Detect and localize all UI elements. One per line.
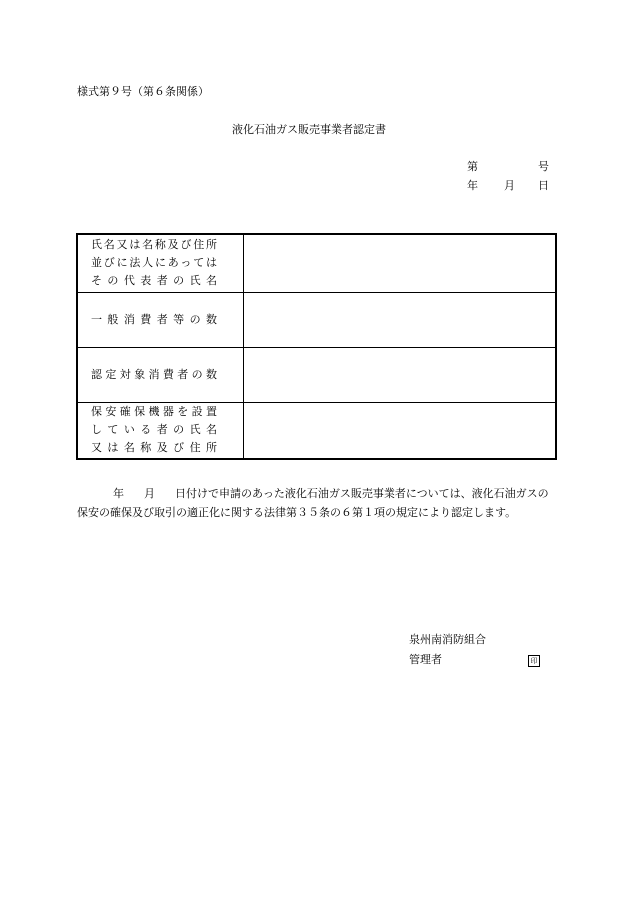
- label-line: 並びに法人にあっては: [91, 256, 217, 270]
- doc-number-prefix: 第: [467, 160, 478, 173]
- row-value-name-address[interactable]: [244, 234, 557, 292]
- row-value-consumer-count[interactable]: [244, 292, 557, 347]
- table-row: [77, 234, 556, 292]
- row-label-certified-count: [77, 347, 244, 402]
- issuer-organization: 泉州南消防組合: [409, 633, 486, 646]
- form-number: 様式第９号（第６条関係）: [77, 85, 209, 98]
- label-line: 認定対象消費者の数: [91, 367, 217, 381]
- statement-year: 年: [113, 487, 124, 500]
- date-day: 日: [538, 179, 549, 192]
- date-year: 年: [467, 179, 478, 192]
- label-line: 氏名又は名称及び住所: [91, 238, 217, 252]
- manager-label: 管理者: [409, 653, 442, 666]
- doc-number-suffix: 号: [538, 160, 549, 173]
- row-label-safety-device: [77, 402, 244, 459]
- label-line: している者の氏名: [91, 423, 217, 437]
- seal-mark: 印: [528, 655, 540, 667]
- date-month: 月: [504, 179, 515, 192]
- document-title: 液化石油ガス販売事業者認定書: [232, 123, 386, 136]
- statement-text: 日付けで申請のあった液化石油ガス販売事業者については、液化石油ガスの保安の確保及び取引の適正化に関する法律第３５条の６第１項の規定により認定します。: [77, 487, 549, 519]
- label-line: 又は名称及び住所: [91, 441, 217, 455]
- row-label-consumer-count: [77, 292, 244, 347]
- table-row: [77, 292, 556, 347]
- label-line: 一般消費者等の数: [91, 312, 217, 326]
- label-line: 保安確保機器を設置: [91, 405, 217, 419]
- certification-statement: [77, 484, 553, 522]
- table-row: [77, 402, 556, 459]
- statement-month: 月: [144, 487, 155, 500]
- label-line: その代表者の氏名: [91, 274, 217, 288]
- row-value-safety-device[interactable]: [244, 402, 557, 459]
- row-label-name-address: [77, 234, 244, 292]
- row-value-certified-count[interactable]: [244, 347, 557, 402]
- info-table: [76, 233, 557, 460]
- table-row: [77, 347, 556, 402]
